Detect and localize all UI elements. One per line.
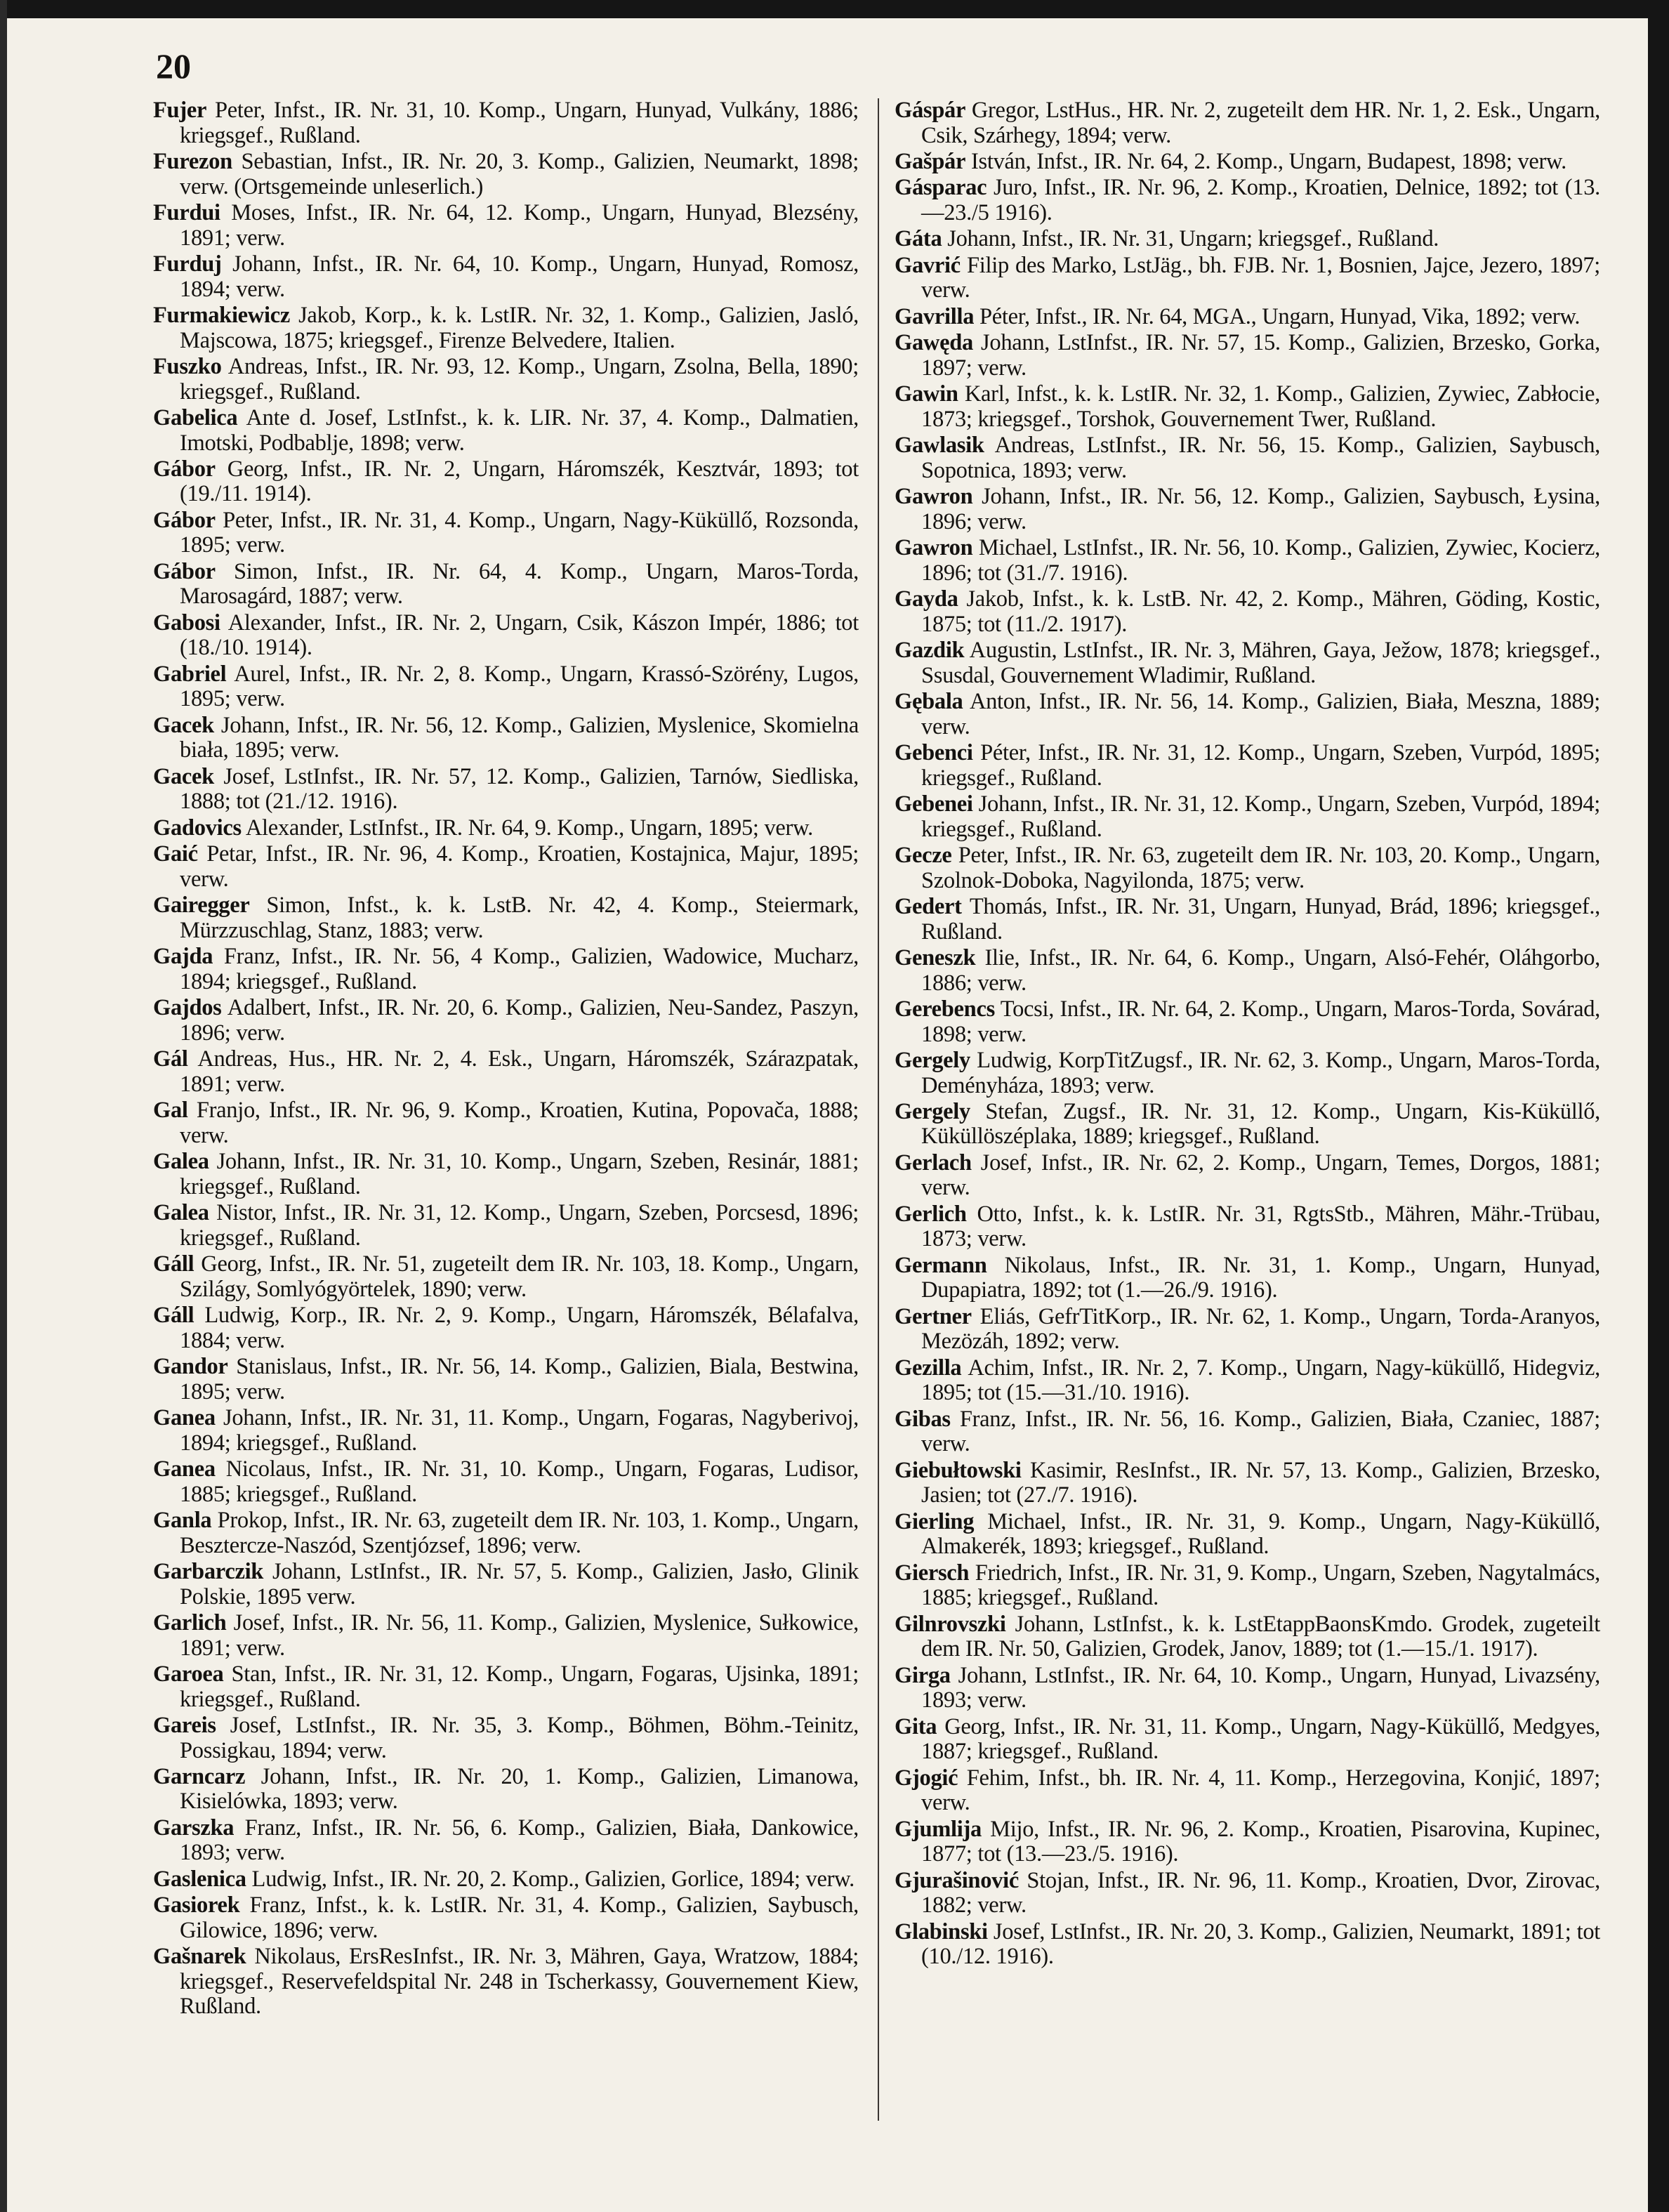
entry-details: Johann, LstInfst., IR. Nr. 64, 10. Komp., Ungarn, Hunyad, Livazsény, 1893; verw. <box>921 1662 1600 1713</box>
entry-details: Ludwig, KorpTitZugsf., IR. Nr. 62, 3. Komp., Ungarn, Maros-Torda, Deményháza, 1893; verw. <box>921 1047 1601 1098</box>
casualty-entry <box>153 1355 859 1404</box>
scan-border-right <box>1648 0 1669 2212</box>
entry-surname: Gebenci <box>895 740 973 765</box>
entry-details: István, Infst., IR. Nr. 64, 2. Komp., Ungarn, Budapest, 1898; verw. <box>970 148 1566 174</box>
casualty-entry <box>153 1303 859 1353</box>
entry-details: Fehim, Infst., bh. IR. Nr. 4, 11. Komp., Herzegovina, Konjić, 1897; verw. <box>921 1765 1600 1816</box>
casualty-entry <box>153 765 859 815</box>
entry-surname: Gilnrovszki <box>895 1611 1006 1637</box>
casualty-entry <box>153 1098 859 1148</box>
casualty-entry <box>895 1459 1600 1508</box>
entry-surname: Gal <box>153 1098 188 1124</box>
entry-details: Franz, Infst., IR. Nr. 56, 4 Komp., Galizien, Wadowice, Mucharz, 1894; kriegsgef., Rußland. <box>180 944 859 994</box>
entry-surname: Giersch <box>895 1560 970 1586</box>
entry-surname: Gadovics <box>153 815 242 841</box>
casualty-entry <box>895 1305 1600 1355</box>
entry-surname: Gezilla <box>895 1355 962 1381</box>
entry-surname: Garszka <box>153 1815 235 1841</box>
entry-surname: Ganla <box>153 1507 212 1533</box>
entry-details: Eliás, GefrTitKorp., IR. Nr. 62, 1. Komp., Ungarn, Torda-Aranyos, Mezözáh, 1892; verw. <box>921 1303 1600 1355</box>
entry-details: Johann, LstInfst., IR. Nr. 57, 5. Komp., Galizien, Jasło, Glinik Polskie, 1895 verw. <box>180 1558 859 1609</box>
casualty-entry <box>895 741 1600 791</box>
entry-surname: Gabosi <box>153 610 220 636</box>
entry-surname: Garbarczik <box>153 1558 264 1584</box>
entry-details: Andreas, Hus., HR. Nr. 2, 4. Esk., Ungarn, Háromszék, Szárazpatak, 1891; verw. <box>180 1046 859 1097</box>
casualty-entry <box>895 1817 1600 1867</box>
entry-surname: Germann <box>895 1252 987 1278</box>
casualty-entry <box>895 305 1600 330</box>
entry-details: Johann, Infst., IR. Nr. 56, 12. Komp., Galizien, Myslenice, Skomielna biała, 1895; verw. <box>180 712 859 763</box>
entry-details: Simon, Infst., IR. Nr. 64, 4. Komp., Ungarn, Maros-Torda, Marosagárd, 1887; verw. <box>180 558 859 610</box>
entry-surname: Gergely <box>895 1098 970 1124</box>
column-divider <box>878 98 879 2121</box>
entry-surname: Gabriel <box>153 661 227 687</box>
entry-surname: Gasiorek <box>153 1892 240 1918</box>
entry-surname: Gita <box>895 1713 937 1739</box>
casualty-entry <box>153 303 859 353</box>
entry-details: Jakob, Korp., k. k. LstIR. Nr. 32, 1. Komp., Galizien, Jasló, Majscowa, 1875; kriegsgef., Firenze Belvedere, Italien. <box>180 302 859 353</box>
entry-details: Karl, Infst., k. k. LstIR. Nr. 32, 1. Komp., Galizien, Zywiec, Zabłocie, 1873; kriegsgef., Torshok, Gouvernement Twer, Rußland. <box>921 381 1600 432</box>
casualty-entry <box>153 662 859 712</box>
entry-details: Nistor, Infst., IR. Nr. 31, 12. Komp., Ungarn, Szeben, Porcsesd, 1896; kriegsgef., Rußland. <box>180 1200 859 1251</box>
casualty-entry <box>153 816 859 841</box>
entry-details: Georg, Infst., IR. Nr. 2, Ungarn, Háromszék, Kesztvár, 1893; tot (19./11. 1914). <box>180 456 859 507</box>
casualty-entry <box>895 1100 1600 1150</box>
entry-surname: Fuszko <box>153 353 222 379</box>
casualty-entry <box>895 1048 1600 1098</box>
entry-details: Moses, Infst., IR. Nr. 64, 12. Komp., Ungarn, Hunyad, Blezsény, 1891; verw. <box>180 199 859 251</box>
entry-surname: Gjogić <box>895 1765 958 1791</box>
entry-surname: Gásparac <box>895 175 987 201</box>
casualty-entry <box>153 560 859 610</box>
scan-border-top <box>0 0 1669 18</box>
entry-surname: Gerlach <box>895 1150 972 1176</box>
entry-surname: Gáll <box>153 1303 194 1329</box>
entry-surname: Gaslenica <box>153 1866 246 1892</box>
entry-details: Stanislaus, Infst., IR. Nr. 56, 14. Komp., Galizien, Biala, Bestwina, 1895; verw. <box>180 1354 859 1404</box>
casualty-entry <box>895 1766 1600 1816</box>
entry-details: Simon, Infst., k. k. LstB. Nr. 42, 4. Komp., Steiermark, Mürzzuschlag, Stanz, 1883; verw. <box>180 893 859 943</box>
casualty-entry <box>153 893 859 943</box>
entry-details: Josef, LstInfst., IR. Nr. 35, 3. Komp., Böhmen, Böhm.-Teinitz, Possigkau, 1894; verw. <box>180 1712 859 1763</box>
entry-details: Otto, Infst., k. k. LstIR. Nr. 31, RgtsStb., Mähren, Mähr.-Trübau, 1873; verw. <box>921 1201 1600 1252</box>
casualty-entry <box>895 1356 1600 1406</box>
entry-details: Jakob, Infst., k. k. LstB. Nr. 42, 2. Komp., Mähren, Göding, Kostic, 1875; tot (11./2. 1917). <box>921 586 1600 637</box>
casualty-entry <box>895 176 1600 225</box>
entry-surname: Gazdik <box>895 638 965 664</box>
entry-details: Kasimir, ResInfst., IR. Nr. 57, 13. Komp., Galizien, Brzesko, Jasien; tot (27./7. 1916). <box>921 1457 1600 1508</box>
entry-surname: Gavrić <box>895 252 961 278</box>
entry-surname: Garlich <box>153 1609 227 1635</box>
entry-details: Alexander, Infst., IR. Nr. 2, Ungarn, Csik, Kászon Impér, 1886; tot (18./10. 1914). <box>180 610 859 661</box>
entry-surname: Gáspár <box>895 98 966 123</box>
casualty-entry <box>153 1816 859 1866</box>
entry-surname: Girga <box>895 1662 951 1688</box>
entry-details: Ante d. Josef, LstInfst., k. k. LIR. Nr. 37, 4. Komp., Dalmatien, Imotski, Podbablje, 1898; verw. <box>180 404 859 456</box>
casualty-entry <box>895 946 1600 996</box>
entry-details: Mijo, Infst., IR. Nr. 96, 2. Komp., Kroatien, Pisarovina, Kupinec, 1877; tot (13.—23./5. 1916). <box>921 1816 1600 1867</box>
entry-details: Michael, Infst., IR. Nr. 31, 9. Komp., Ungarn, Nagy-Küküllő, Almakerék, 1893; kriegsgef., Rußland. <box>921 1508 1600 1560</box>
entry-surname: Gairegger <box>153 893 250 919</box>
entry-surname: Gębala <box>895 689 963 715</box>
entry-details: Franz, Infst., IR. Nr. 56, 6. Komp., Galizien, Biała, Dankowice, 1893; verw. <box>180 1815 859 1866</box>
entry-details: Gregor, LstHus., HR. Nr. 2, zugeteilt dem HR. Nr. 1, 2. Esk., Ungarn, Csik, Szárhegy, 1894; verw. <box>921 98 1600 148</box>
entry-details: Franjo, Infst., IR. Nr. 96, 9. Komp., Kroatien, Kutina, Popovača, 1888; verw. <box>180 1098 859 1148</box>
casualty-entry <box>895 433 1600 483</box>
casualty-entry <box>153 611 859 661</box>
entry-details: Peter, Infst., IR. Nr. 31, 4. Komp., Ungarn, Nagy-Küküllő, Rozsonda, 1895; verw. <box>180 507 859 558</box>
casualty-entry <box>895 485 1600 534</box>
casualty-entry <box>895 1407 1600 1457</box>
casualty-entry <box>153 1867 859 1892</box>
casualty-entry <box>153 1047 859 1097</box>
casualty-entry <box>895 1253 1600 1303</box>
entry-details: Josef, Infst., IR. Nr. 56, 11. Komp., Galizien, Myslenice, Sułkowice, 1891; verw. <box>180 1609 859 1661</box>
entry-details: Anton, Infst., IR. Nr. 56, 14. Komp., Galizien, Biała, Meszna, 1889; verw. <box>921 689 1600 739</box>
entry-surname: Gašpár <box>895 148 966 174</box>
entry-surname: Ganea <box>153 1456 216 1482</box>
entry-details: Georg, Infst., IR. Nr. 51, zugeteilt dem IR. Nr. 103, 18. Komp., Ungarn, Szilágy, Somlyógyörtelek, 1890; verw. <box>180 1251 859 1302</box>
entry-surname: Gavrilla <box>895 303 975 329</box>
entry-details: Josef, LstInfst., IR. Nr. 57, 12. Komp., Galizien, Tarnów, Siedliska, 1888; tot (21./12. 1916). <box>180 763 859 815</box>
entry-surname: Gacek <box>153 712 214 738</box>
entry-details: Georg, Infst., IR. Nr. 31, 11. Komp., Ungarn, Nagy-Küküllő, Medgyes, 1887; kriegsgef., Rußland. <box>921 1713 1600 1765</box>
casualty-entry <box>895 895 1600 944</box>
entry-surname: Giebułtowski <box>895 1457 1022 1483</box>
casualty-entry <box>153 1611 859 1661</box>
casualty-entry <box>153 406 859 456</box>
casualty-entry <box>153 252 859 302</box>
casualty-entry <box>895 1561 1600 1611</box>
entry-surname: Gašnarek <box>153 1944 246 1970</box>
entry-details: Josef, Infst., IR. Nr. 62, 2. Komp., Ungarn, Temes, Dorgos, 1881; verw. <box>921 1150 1600 1201</box>
page-number: 20 <box>156 46 191 86</box>
entry-surname: Gábor <box>153 558 216 584</box>
entry-surname: Gajda <box>153 944 213 970</box>
casualty-entry <box>153 355 859 404</box>
entry-details: Nikolaus, ErsResInfst., IR. Nr. 3, Mähren, Gaya, Wratzow, 1884; kriegsgef., Reservefeldspital Nr. 248 in Tscherkassy, Gouvernement Kiew, Rußland. <box>180 1944 859 2020</box>
entry-details: Achim, Infst., IR. Nr. 2, 7. Komp., Ungarn, Nagy-küküllő, Hidegviz, 1895; tot (15.—31./10. 1916). <box>921 1355 1600 1406</box>
entry-details: Johann, Infst., IR. Nr. 56, 12. Komp., Galizien, Saybusch, Łysina, 1896; verw. <box>921 484 1601 534</box>
entry-details: Sebastian, Infst., IR. Nr. 20, 3. Komp., Galizien, Neumarkt, 1898; verw. (Ortsgemeinde unleserlich.) <box>180 148 859 199</box>
entry-details: Tocsi, Infst., IR. Nr. 64, 2. Komp., Ungarn, Maros-Torda, Sovárad, 1898; verw. <box>921 996 1600 1047</box>
entry-surname: Gedert <box>895 893 962 919</box>
casualty-entry <box>895 331 1600 381</box>
casualty-entry <box>895 382 1600 432</box>
entry-surname: Gáll <box>153 1251 194 1277</box>
entry-surname: Gawron <box>895 484 973 510</box>
entry-surname: Gábor <box>153 456 216 482</box>
entry-surname: Gierling <box>895 1508 975 1534</box>
casualty-entry <box>895 997 1600 1047</box>
casualty-entry <box>895 254 1600 303</box>
casualty-entry <box>153 1457 859 1507</box>
entry-details: Nicolaus, Infst., IR. Nr. 31, 10. Komp., Ungarn, Fogaras, Ludisor, 1885; kriegsgef., Rußland. <box>180 1456 859 1507</box>
casualty-entry <box>153 98 859 148</box>
entry-details: Stan, Infst., IR. Nr. 31, 12. Komp., Ungarn, Fogaras, Ujsinka, 1891; kriegsgef., Rußland. <box>180 1661 859 1712</box>
entry-details: Péter, Infst., IR. Nr. 64, MGA., Ungarn, Hunyad, Vika, 1892; verw. <box>979 303 1581 329</box>
entry-surname: Gerlich <box>895 1201 967 1227</box>
entry-details: Peter, Infst., IR. Nr. 31, 10. Komp., Ungarn, Hunyad, Vulkány, 1886; kriegsgef., Rußland. <box>180 98 859 148</box>
casualty-entry <box>153 1252 859 1302</box>
entry-surname: Gjurašinović <box>895 1867 1019 1893</box>
casualty-entry <box>153 1560 859 1609</box>
casualty-entry <box>895 150 1600 175</box>
entry-surname: Furezon <box>153 148 232 174</box>
entry-details: Juro, Infst., IR. Nr. 96, 2. Komp., Kroatien, Delnice, 1892; tot (13.—23./5 1916). <box>921 175 1601 225</box>
casualty-entry <box>153 1713 859 1763</box>
entry-details: Johann, Infst., IR. Nr. 31, 11. Komp., Ungarn, Fogaras, Nagyberivoj, 1894; kriegsgef., Rußland. <box>180 1405 859 1456</box>
casualty-entry <box>153 457 859 507</box>
entry-surname: Gertner <box>895 1303 972 1329</box>
entry-surname: Gergely <box>895 1047 970 1073</box>
entry-surname: Glabinski <box>895 1918 988 1944</box>
casualty-entry <box>895 1151 1600 1201</box>
entry-surname: Gandor <box>153 1354 228 1380</box>
entry-details: Ludwig, Infst., IR. Nr. 20, 2. Komp., Galizien, Gorlice, 1894; verw. <box>251 1866 855 1892</box>
casualty-entry <box>153 1201 859 1251</box>
casualty-entry <box>153 1508 859 1558</box>
entry-surname: Gawron <box>895 535 973 561</box>
casualty-entry <box>153 508 859 558</box>
casualty-entry <box>153 1406 859 1456</box>
casualty-entry <box>153 944 859 994</box>
casualty-entry <box>153 842 859 892</box>
entry-details: Johann, Infst., IR. Nr. 31, 12. Komp., Ungarn, Szeben, Vurpód, 1894; kriegsgef., Rußland. <box>921 791 1600 842</box>
casualty-entry <box>153 1944 859 2020</box>
casualty-entry <box>153 713 859 763</box>
entry-surname: Gareis <box>153 1712 216 1738</box>
entry-details: Friedrich, Infst., IR. Nr. 31, 9. Komp., Ungarn, Szeben, Nagytalmács, 1885; kriegsgef., Rußland. <box>921 1560 1601 1611</box>
entry-details: Adalbert, Infst., IR. Nr. 20, 6. Komp., Galizien, Neu-Sandez, Paszyn, 1896; verw. <box>180 995 859 1046</box>
entry-details: Johann, Infst., IR. Nr. 64, 10. Komp., Ungarn, Hunyad, Romosz, 1894; verw. <box>180 251 859 302</box>
entry-surname: Gawin <box>895 381 958 407</box>
casualty-entry <box>895 1510 1600 1560</box>
entry-details: Stefan, Zugsf., IR. Nr. 31, 12. Komp., Ungarn, Kis-Küküllő, Küküllöszéplaka, 1889; kriegsgef., Rußland. <box>921 1098 1600 1150</box>
entry-surname: Gajdos <box>153 995 222 1021</box>
entry-surname: Gerebencs <box>895 996 995 1022</box>
casualty-entry <box>153 996 859 1046</box>
entry-details: Johann, Infst., IR. Nr. 31, 10. Komp., Ungarn, Szeben, Resinár, 1881; kriegsgef., Rußland. <box>180 1149 859 1199</box>
casualty-entry <box>153 1765 859 1815</box>
casualty-entry <box>895 227 1600 252</box>
entry-details: Ilie, Infst., IR. Nr. 64, 6. Komp., Ungarn, Alsó-Fehér, Oláhgorbo, 1886; verw. <box>921 944 1600 996</box>
casualty-entry <box>153 1150 859 1199</box>
entry-details: Stojan, Infst., IR. Nr. 96, 11. Komp., Kroatien, Dvor, Zirovac, 1882; verw. <box>921 1867 1601 1918</box>
entry-surname: Gebenei <box>895 791 973 817</box>
casualty-entry <box>895 1664 1600 1713</box>
entry-surname: Gayda <box>895 586 958 612</box>
entry-details: Johann, Infst., IR. Nr. 31, Ungarn; kriegsgef., Rußland. <box>947 226 1439 252</box>
casualty-entry <box>895 792 1600 842</box>
entry-details: Thomás, Infst., IR. Nr. 31, Ungarn, Hunyad, Brád, 1896; kriegsgef., Rußland. <box>921 893 1600 944</box>
entry-surname: Gacek <box>153 763 214 789</box>
entry-surname: Geneszk <box>895 944 976 970</box>
entry-surname: Gábor <box>153 507 216 533</box>
entry-surname: Gecze <box>895 842 952 868</box>
entry-details: Péter, Infst., IR. Nr. 31, 12. Komp., Ungarn, Szeben, Vurpód, 1895; kriegsgef., Rußland. <box>921 740 1600 791</box>
entry-details: Michael, LstInfst., IR. Nr. 56, 10. Komp., Galizien, Zywiec, Kocierz, 1896; tot (31./7. 1916). <box>921 535 1600 586</box>
entry-surname: Furmakiewicz <box>153 302 290 328</box>
casualty-entry <box>153 1893 859 1943</box>
casualty-entry <box>153 201 859 251</box>
entry-surname: Ganea <box>153 1405 216 1430</box>
entry-surname: Gawęda <box>895 330 973 356</box>
entry-surname: Gabelica <box>153 404 238 430</box>
right-column <box>895 98 1600 1971</box>
entry-surname: Gawlasik <box>895 433 984 459</box>
entry-surname: Gibas <box>895 1406 951 1432</box>
casualty-entry <box>895 1920 1600 1970</box>
casualty-entry <box>895 690 1600 739</box>
casualty-entry <box>895 98 1600 148</box>
entry-details: Augustin, LstInfst., IR. Nr. 3, Mähren, Gaya, Ježow, 1878; kriegsgef., Ssusdal, Gouvernement Wladimir, Rußland. <box>921 638 1600 688</box>
entry-surname: Gáta <box>895 226 942 252</box>
entry-surname: Galea <box>153 1149 209 1175</box>
entry-details: Prokop, Infst., IR. Nr. 63, zugeteilt dem IR. Nr. 103, 1. Komp., Ungarn, Besztercze-Naszód, Szentjózsef, 1896; verw. <box>180 1507 859 1558</box>
casualty-entry <box>895 1612 1600 1662</box>
entry-details: Aurel, Infst., IR. Nr. 2, 8. Komp., Ungarn, Krassó-Szörény, Lugos, 1895; verw. <box>180 661 859 712</box>
entry-details: Johann, LstInfst., k. k. LstEtappBaonsKmdo. Grodek, zugeteilt dem IR. Nr. 50, Galizien, Grodek, Janov, 1889; tot (1.—15./1. 1917). <box>921 1611 1600 1662</box>
entry-details: Johann, Infst., IR. Nr. 20, 1. Komp., Galizien, Limanowa, Kisielówka, 1893; verw. <box>180 1763 859 1815</box>
casualty-entry <box>153 150 859 199</box>
entry-details: Filip des Marko, LstJäg., bh. FJB. Nr. 1, Bosnien, Jajce, Jezero, 1897; verw. <box>921 252 1600 303</box>
left-column <box>153 98 859 2021</box>
casualty-entry <box>153 1662 859 1712</box>
entry-details: Nikolaus, Infst., IR. Nr. 31, 1. Komp., Ungarn, Hunyad, Dupapiatra, 1892; tot (1.—26./9. 1916). <box>921 1252 1600 1303</box>
casualty-entry <box>895 1869 1600 1918</box>
casualty-entry <box>895 587 1600 637</box>
entry-details: Andreas, LstInfst., IR. Nr. 56, 15. Komp., Galizien, Saybusch, Sopotnica, 1893; verw. <box>921 433 1600 483</box>
entry-details: Johann, LstInfst., IR. Nr. 57, 15. Komp., Galizien, Brzesko, Gorka, 1897; verw. <box>921 330 1600 381</box>
entry-details: Alexander, LstInfst., IR. Nr. 64, 9. Komp., Ungarn, 1895; verw. <box>245 815 813 841</box>
casualty-entry <box>895 536 1600 586</box>
scan-border-left <box>0 0 7 2212</box>
entry-surname: Galea <box>153 1200 209 1226</box>
entry-surname: Furduj <box>153 251 222 277</box>
casualty-entry <box>895 1202 1600 1252</box>
entry-surname: Furdui <box>153 199 220 225</box>
entry-details: Josef, LstInfst., IR. Nr. 20, 3. Komp., Galizien, Neumarkt, 1891; tot (10./12. 1916). <box>921 1918 1601 1970</box>
entry-details: Petar, Infst., IR. Nr. 96, 4. Komp., Kroatien, Kostajnica, Majur, 1895; verw. <box>180 841 859 892</box>
entry-details: Peter, Infst., IR. Nr. 63, zugeteilt dem IR. Nr. 103, 20. Komp., Ungarn, Szolnok-Doboka, Nagyilonda, 1875; verw. <box>921 842 1600 893</box>
entry-surname: Fujer <box>153 98 207 123</box>
casualty-entry <box>895 1715 1600 1765</box>
entry-details: Ludwig, Korp., IR. Nr. 2, 9. Komp., Ungarn, Háromszék, Bélafalva, 1884; verw. <box>180 1303 859 1353</box>
entry-details: Andreas, Infst., IR. Nr. 93, 12. Komp., Ungarn, Zsolna, Bella, 1890; kriegsgef., Rußland. <box>180 353 859 404</box>
entry-surname: Gál <box>153 1046 188 1072</box>
entry-surname: Garoea <box>153 1661 224 1687</box>
entry-surname: Gaić <box>153 841 198 867</box>
entry-details: Franz, Infst., IR. Nr. 56, 16. Komp., Galizien, Biała, Czaniec, 1887; verw. <box>921 1406 1601 1457</box>
entry-surname: Gjumlija <box>895 1816 982 1842</box>
entry-surname: Garncarz <box>153 1763 246 1789</box>
casualty-entry <box>895 843 1600 893</box>
casualty-entry <box>895 638 1600 688</box>
entry-details: Franz, Infst., k. k. LstIR. Nr. 31, 4. Komp., Galizien, Saybusch, Gilowice, 1896; verw. <box>180 1892 859 1943</box>
